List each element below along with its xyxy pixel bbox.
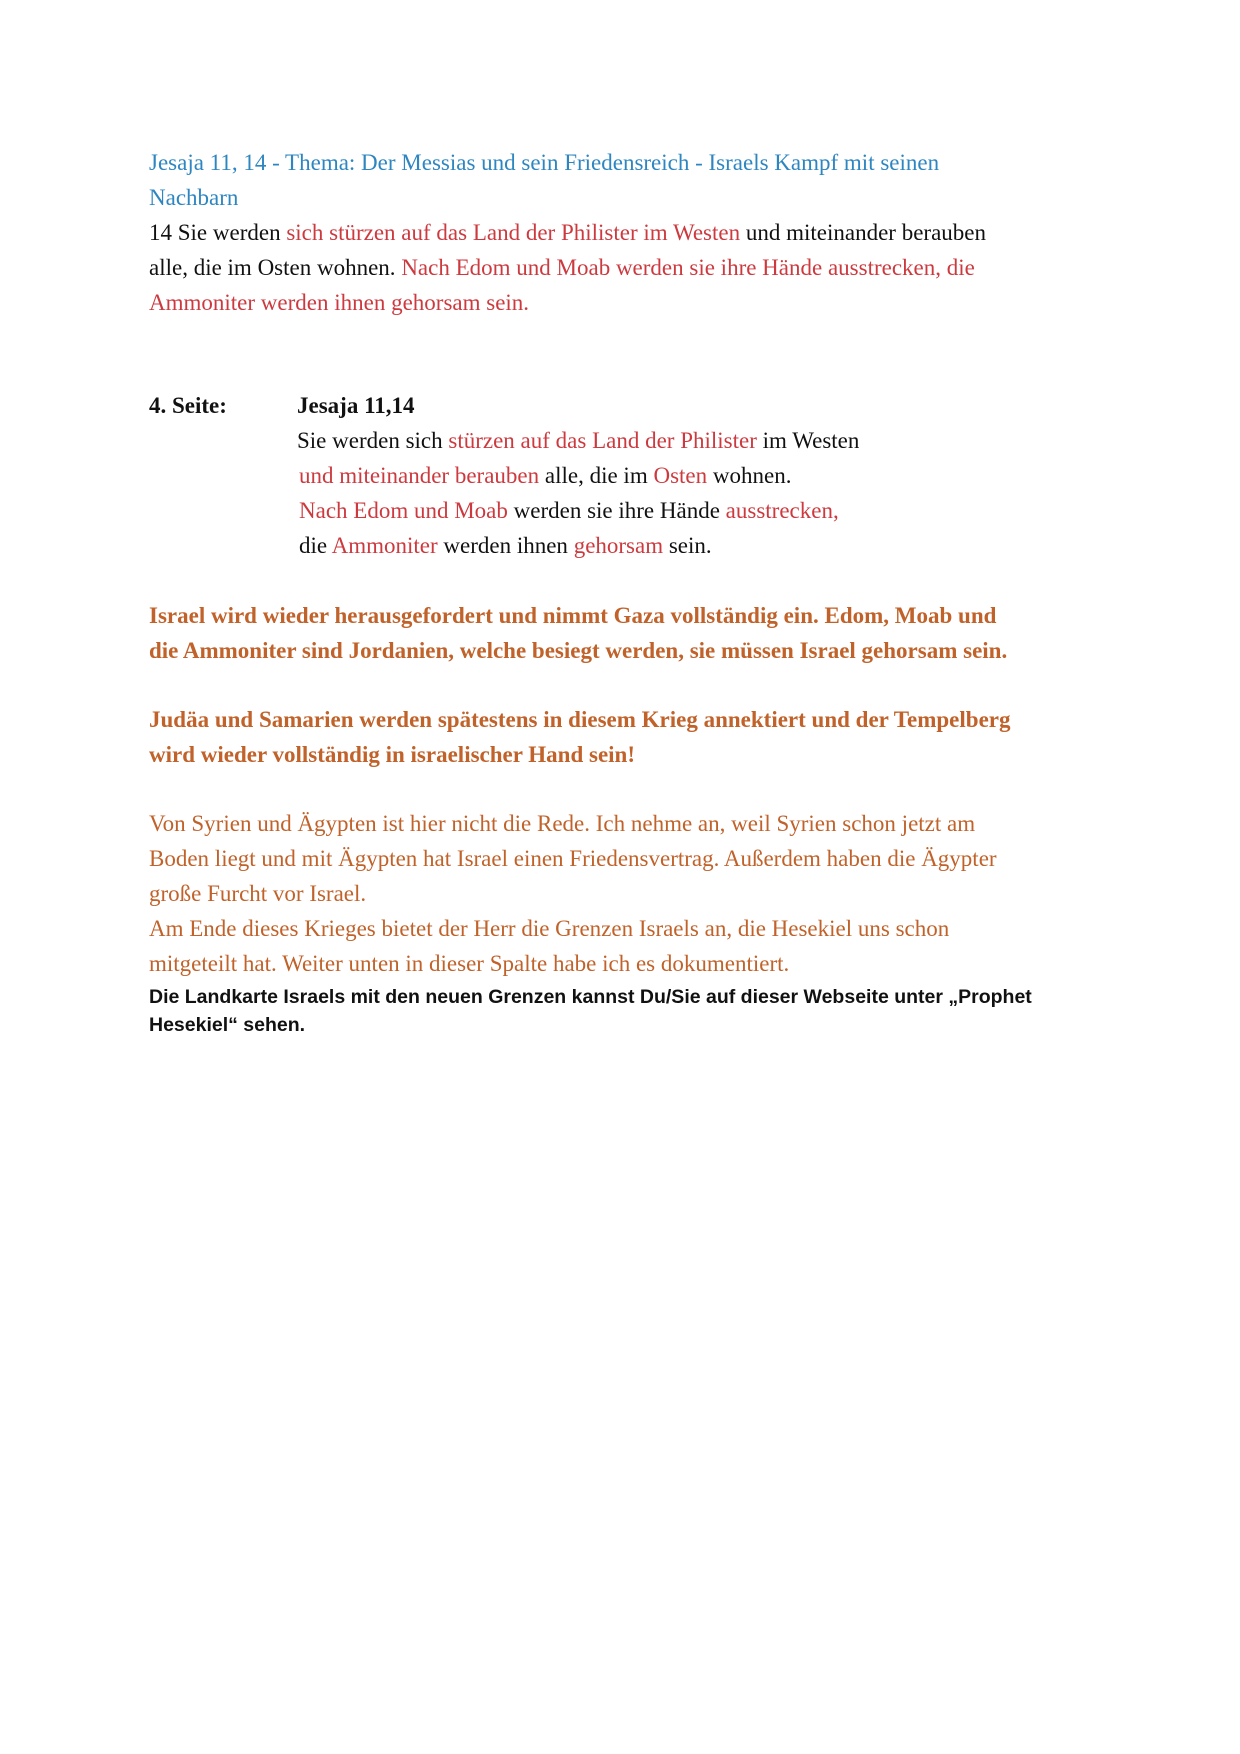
- commentary-paragraph-4: [149, 911, 1109, 981]
- seite-text-highlight: ausstrecken,: [725, 498, 839, 523]
- verse-line-3: Ammoniter werden ihnen gehorsam sein.: [149, 290, 530, 315]
- seite-body: [297, 388, 1109, 563]
- map-note-line-1: Die Landkarte Israels mit den neuen Grenzen kannst Du/Sie auf dieser Webseite unter „Prophet: [149, 986, 1032, 1008]
- seite-text-highlight: und miteinander berauben: [299, 463, 540, 488]
- verse-line-1: [149, 215, 1109, 250]
- seite-label: 4. Seite:: [149, 393, 227, 418]
- verse-text-plain: 14 Sie werden: [149, 220, 287, 245]
- map-note: [149, 983, 1109, 1039]
- spacer: [149, 772, 1109, 806]
- commentary-line: Boden liegt und mit Ägypten hat Israel einen Friedensvertrag. Außerdem haben die Ägypter: [149, 846, 997, 871]
- commentary-paragraph-2: [149, 702, 1109, 772]
- seite-line-1: [297, 423, 1109, 458]
- section-heading: [149, 145, 1109, 215]
- verse-text-highlight: Nach Edom und Moab werden sie ihre Hände ausstrecken, die: [401, 255, 975, 280]
- commentary-paragraph-3: [149, 806, 1109, 911]
- commentary-line: Am Ende dieses Krieges bietet der Herr die Grenzen Israels an, die Hesekiel uns schon: [149, 916, 950, 941]
- seite-text-plain: alle, die im: [539, 463, 654, 488]
- seite-text-highlight: gehorsam: [573, 533, 664, 558]
- commentary-paragraph-1: [149, 598, 1109, 668]
- seite-text-plain: Sie werden sich: [297, 428, 449, 453]
- seite-text-plain: sein.: [663, 533, 712, 558]
- seite-text-plain: werden ihnen: [437, 533, 574, 558]
- document-page: [149, 145, 1109, 1039]
- seite-line-2: [297, 458, 1109, 493]
- seite-text-highlight: Ammoniter: [331, 533, 438, 558]
- commentary-line: große Furcht vor Israel.: [149, 881, 367, 906]
- seite-text-plain: werden sie ihre Hände: [507, 498, 726, 523]
- verse-text-plain: alle, die im Osten wohnen.: [149, 255, 402, 280]
- heading-line-1: Jesaja 11, 14 - Thema: Der Messias und sein Friedensreich - Israels Kampf mit seinen: [149, 150, 940, 175]
- seite-title: Jesaja 11,14: [297, 393, 415, 418]
- commentary-line: wird wieder vollständig in israelischer Hand sein!: [149, 742, 636, 767]
- seite-line-4: [297, 528, 1109, 563]
- verse-text-highlight: sich stürzen auf das Land der Philister im Westen: [286, 220, 741, 245]
- heading-line-2: Nachbarn: [149, 185, 239, 210]
- commentary-line: Judäa und Samarien werden spätestens in diesem Krieg annektiert und der Tempelberg: [149, 707, 1011, 732]
- seite-line-3: [297, 493, 1109, 528]
- seite-text-plain: im Westen: [756, 428, 860, 453]
- commentary-line: die Ammoniter sind Jordanien, welche besiegt werden, sie müssen Israel gehorsam sein.: [149, 638, 1008, 663]
- seite-block: [149, 388, 1109, 563]
- commentary-line: Von Syrien und Ägypten ist hier nicht die Rede. Ich nehme an, weil Syrien schon jetzt am: [149, 811, 976, 836]
- spacer: [149, 320, 1109, 388]
- seite-text-plain: die: [299, 533, 332, 558]
- seite-text-highlight: Nach Edom und Moab: [299, 498, 508, 523]
- commentary-line: Israel wird wieder herausgefordert und nimmt Gaza vollständig ein. Edom, Moab und: [149, 603, 997, 628]
- spacer: [149, 563, 1109, 598]
- seite-text-highlight: Osten: [653, 463, 708, 488]
- verse-line-2: [149, 250, 1109, 285]
- spacer: [149, 668, 1109, 702]
- verse-text-plain: und miteinander berauben: [740, 220, 986, 245]
- seite-text-plain: wohnen.: [707, 463, 792, 488]
- verse-text: [149, 215, 1109, 320]
- seite-text-highlight: stürzen auf das Land der Philister: [448, 428, 757, 453]
- commentary-line: mitgeteilt hat. Weiter unten in dieser Spalte habe ich es dokumentiert.: [149, 951, 790, 976]
- map-note-line-2: Hesekiel“ sehen.: [149, 1014, 306, 1036]
